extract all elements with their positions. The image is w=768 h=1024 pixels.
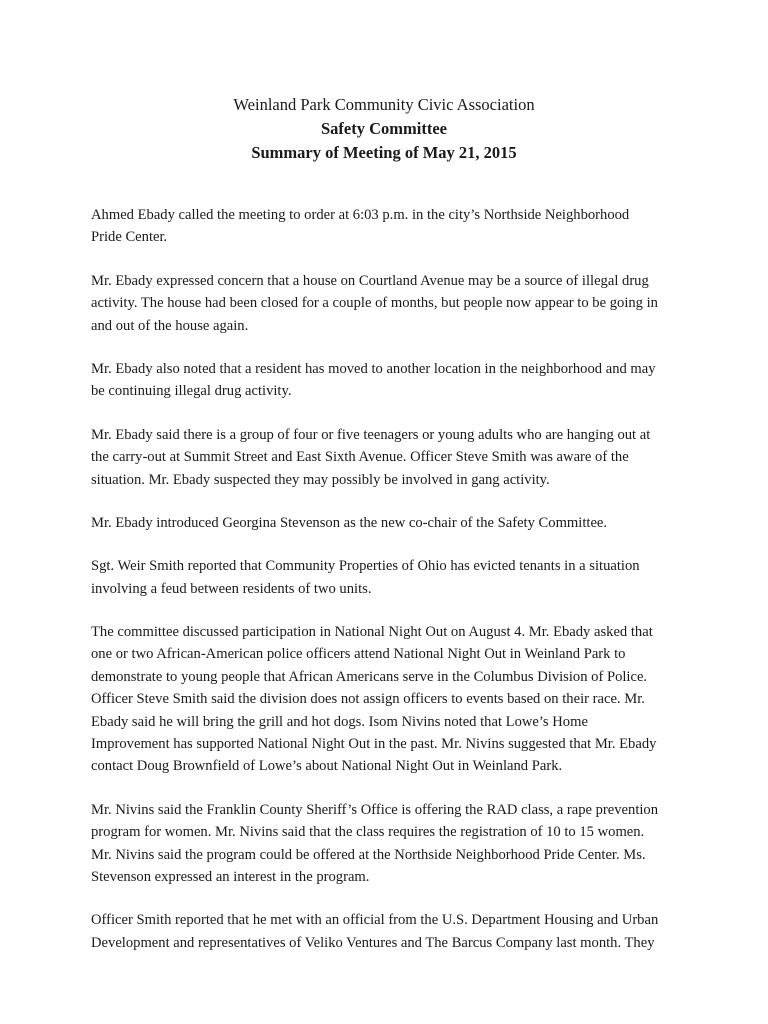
meeting-title: Summary of Meeting of May 21, 2015 (251, 143, 517, 162)
paragraph-rad-class (91, 799, 691, 889)
committee-title: Safety Committee (321, 119, 447, 138)
text-line: contact Doug Brownfield of Lowe’s about National Night Out in Weinland Park. (91, 758, 563, 775)
text-line: Ebady said he will bring the grill and hot dogs. Isom Nivins noted that Lowe’s Home (91, 713, 588, 730)
text-line: involving a feud between residents of two units. (91, 580, 372, 597)
text-line: The committee discussed participation in National Night Out on August 4. Mr. Ebady asked that (91, 624, 653, 641)
text-line: activity. The house had been closed for a couple of months, but people now appear to be going in (91, 295, 658, 312)
paragraph-hud-meeting (91, 909, 691, 954)
text-line: be continuing illegal drug activity. (91, 383, 292, 400)
organization-title: Weinland Park Community Civic Association (233, 95, 535, 114)
text-line: Mr. Nivins said the program could be offered at the Northside Neighborhood Pride Center. Ms. (91, 846, 646, 863)
text-line: one or two African-American police officers attend National Night Out in Weinland Park to (91, 646, 626, 663)
text-line: Mr. Ebady introduced Georgina Stevenson as the new co-chair of the Safety Committee. (91, 514, 608, 531)
paragraph-call-to-order (91, 204, 691, 249)
text-line: the carry-out at Summit Street and East Sixth Avenue. Officer Steve Smith was aware of the (91, 449, 629, 466)
text-line: situation. Mr. Ebady suspected they may possibly be involved in gang activity. (91, 471, 550, 488)
text-line: Stevenson expressed an interest in the program. (91, 868, 370, 885)
text-line: Officer Smith reported that he met with an official from the U.S. Department Housing and Urban (91, 912, 659, 929)
text-line: Ahmed Ebady called the meeting to order at 6:03 p.m. in the city’s Northside Neighborhood (91, 207, 630, 223)
text-line: Officer Steve Smith said the division does not assign officers to events based on their race. Mr. (91, 691, 645, 708)
text-line: Mr. Nivins said the Franklin County Sheriff’s Office is offering the RAD class, a rape prevention (91, 801, 659, 818)
text-line: demonstrate to young people that African Americans serve in the Columbus Division of Police. (91, 668, 648, 685)
text-line: Mr. Ebady expressed concern that a house on Courtland Avenue may be a source of illegal drug (91, 272, 649, 289)
paragraph-national-night-out (91, 621, 691, 778)
text-line: and out of the house again. (91, 317, 249, 334)
paragraph-evictions (91, 555, 691, 600)
text-line: Mr. Ebady said there is a group of four or five teenagers or young adults who are hanging out at (91, 426, 651, 443)
paragraph-teenagers (91, 424, 691, 491)
text-line: Improvement has supported National Night Out in the past. Mr. Nivins suggested that Mr. Ebady (91, 736, 657, 753)
document-body (91, 204, 691, 975)
text-line: program for women. Mr. Nivins said that the class requires the registration of 10 to 15 women. (91, 824, 645, 841)
paragraph-resident-moved (91, 358, 691, 403)
text-line: Development and representatives of Veliko Ventures and The Barcus Company last month. They (91, 934, 655, 951)
text-line: Pride Center. (91, 229, 168, 246)
document-header (0, 93, 768, 165)
paragraph-co-chair (91, 512, 691, 534)
text-line: Mr. Ebady also noted that a resident has moved to another location in the neighborhood and may (91, 360, 656, 377)
text-line: Sgt. Weir Smith reported that Community Properties of Ohio has evicted tenants in a situation (91, 558, 640, 575)
paragraph-courtland-house (91, 270, 691, 337)
